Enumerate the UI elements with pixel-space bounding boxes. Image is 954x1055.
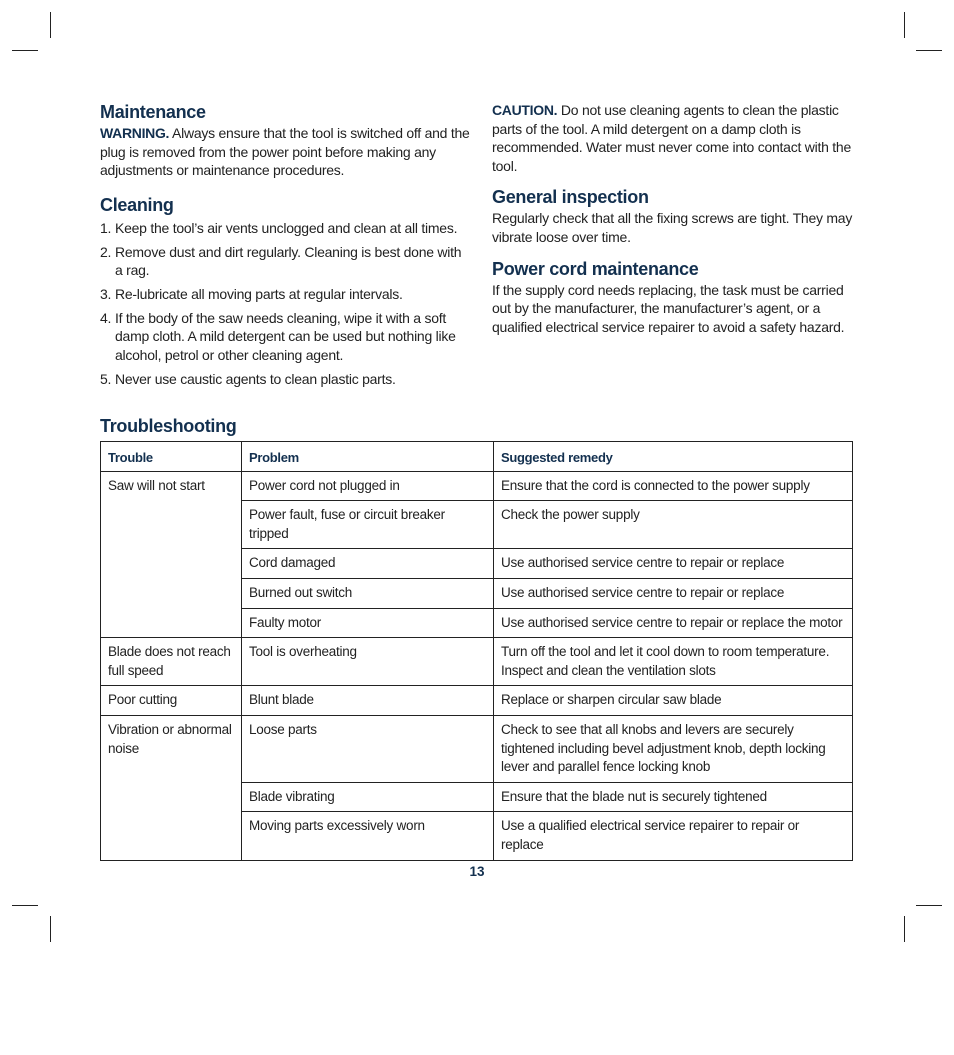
table-body [101,471,853,860]
general-inspection-heading: General inspection [492,187,649,208]
troubleshooting-table [100,441,853,861]
list-item [100,285,470,304]
problem-cell: Moving parts excessively worn [242,812,494,860]
general-inspection-text: Regularly check that all the fixing screws are tight. They may vibrate loose over time. [492,210,853,245]
remedy-cell: Replace or sharpen circular saw blade [494,686,853,716]
warning-label: WARNING. [100,125,170,141]
remedy-cell: Check the power supply [494,501,853,549]
list-item-text: Re-lubricate all moving parts at regular intervals. [115,285,403,302]
list-item-number: 4. [100,309,112,326]
power-cord-heading: Power cord maintenance [492,258,699,279]
list-item-number: 5. [100,370,112,387]
list-item-text: Keep the tool’s air vents unclogged and clean at all times. [115,219,458,236]
problem-cell: Faulty motor [242,608,494,638]
header-problem: Problem [242,442,494,472]
crop-mark [50,916,51,942]
caution-paragraph [492,101,854,175]
page-number: 13 [469,864,485,879]
crop-mark [12,50,38,51]
header-remedy: Suggested remedy [494,442,853,472]
crop-mark [904,916,905,942]
table-row [101,686,853,716]
list-item [100,370,470,389]
crop-mark [50,12,51,38]
list-item-text: Never use caustic agents to clean plastic parts. [115,370,396,387]
warning-text: Always ensure that the tool is switched off and the plug is removed from the power point before making any adjustments or maintenance procedures. [100,125,470,179]
trouble-cell: Saw will not start [101,471,242,638]
troubleshooting-heading: Troubleshooting [100,416,237,436]
remedy-cell: Ensure that the cord is connected to the power supply [494,471,853,501]
table-header-row [101,442,853,472]
problem-cell: Blunt blade [242,686,494,716]
remedy-cell: Ensure that the blade nut is securely tightened [494,782,853,812]
problem-cell: Loose parts [242,715,494,782]
crop-mark [12,905,38,906]
crop-mark [904,12,905,38]
remedy-cell: Turn off the tool and let it cool down to room temperature. Inspect and clean the ventilation slots [494,638,853,686]
problem-cell: Blade vibrating [242,782,494,812]
trouble-cell: Vibration or abnormal noise [101,715,242,860]
list-item [100,219,470,238]
left-column [100,100,470,393]
remedy-cell: Use authorised service centre to repair or replace [494,578,853,608]
list-item [100,309,470,365]
maintenance-heading: Maintenance [100,102,206,122]
problem-cell: Tool is overheating [242,638,494,686]
table-row [101,471,853,501]
crop-mark [916,50,942,51]
maintenance-warning [100,124,470,180]
crop-mark [916,905,942,906]
list-item [100,243,470,280]
problem-cell: Burned out switch [242,578,494,608]
remedy-cell: Check to see that all knobs and levers are securely tightened including bevel adjustment knob, depth locking lever and parallel fence locking knob [494,715,853,782]
list-item-number: 1. [100,219,112,236]
caution-text: Do not use cleaning agents to clean the plastic parts of the tool. A mild detergent on a damp cloth is recommended. Water must never come into contact with the tool. [492,102,851,174]
list-item-number: 3. [100,285,112,302]
remedy-cell: Use authorised service centre to repair or replace [494,549,853,579]
cleaning-list [100,219,470,389]
cleaning-heading: Cleaning [100,194,174,215]
header-trouble: Trouble [101,442,242,472]
problem-cell: Cord damaged [242,549,494,579]
table-row [101,715,853,782]
remedy-cell: Use authorised service centre to repair or replace the motor [494,608,853,638]
table-row [101,638,853,686]
trouble-cell: Blade does not reach full speed [101,638,242,686]
list-item-text: If the body of the saw needs cleaning, wipe it with a soft damp cloth. A mild detergent can be used but nothing like alcohol, petrol or other cleaning agent. [115,309,456,363]
remedy-cell: Use a qualified electrical service repairer to repair or replace [494,812,853,860]
problem-cell: Power fault, fuse or circuit breaker tripped [242,501,494,549]
list-item-number: 2. [100,243,112,260]
power-cord-text: If the supply cord needs replacing, the task must be carried out by the manufacturer, the manufacturer’s agent, or a qualified electrical service repairer to avoid a safety hazard. [492,281,845,335]
list-item-text: Remove dust and dirt regularly. Cleaning is best done with a rag. [115,243,462,279]
problem-cell: Power cord not plugged in [242,471,494,501]
caution-label: CAUTION. [492,102,558,118]
trouble-cell: Poor cutting [101,686,242,716]
right-column [492,100,854,336]
